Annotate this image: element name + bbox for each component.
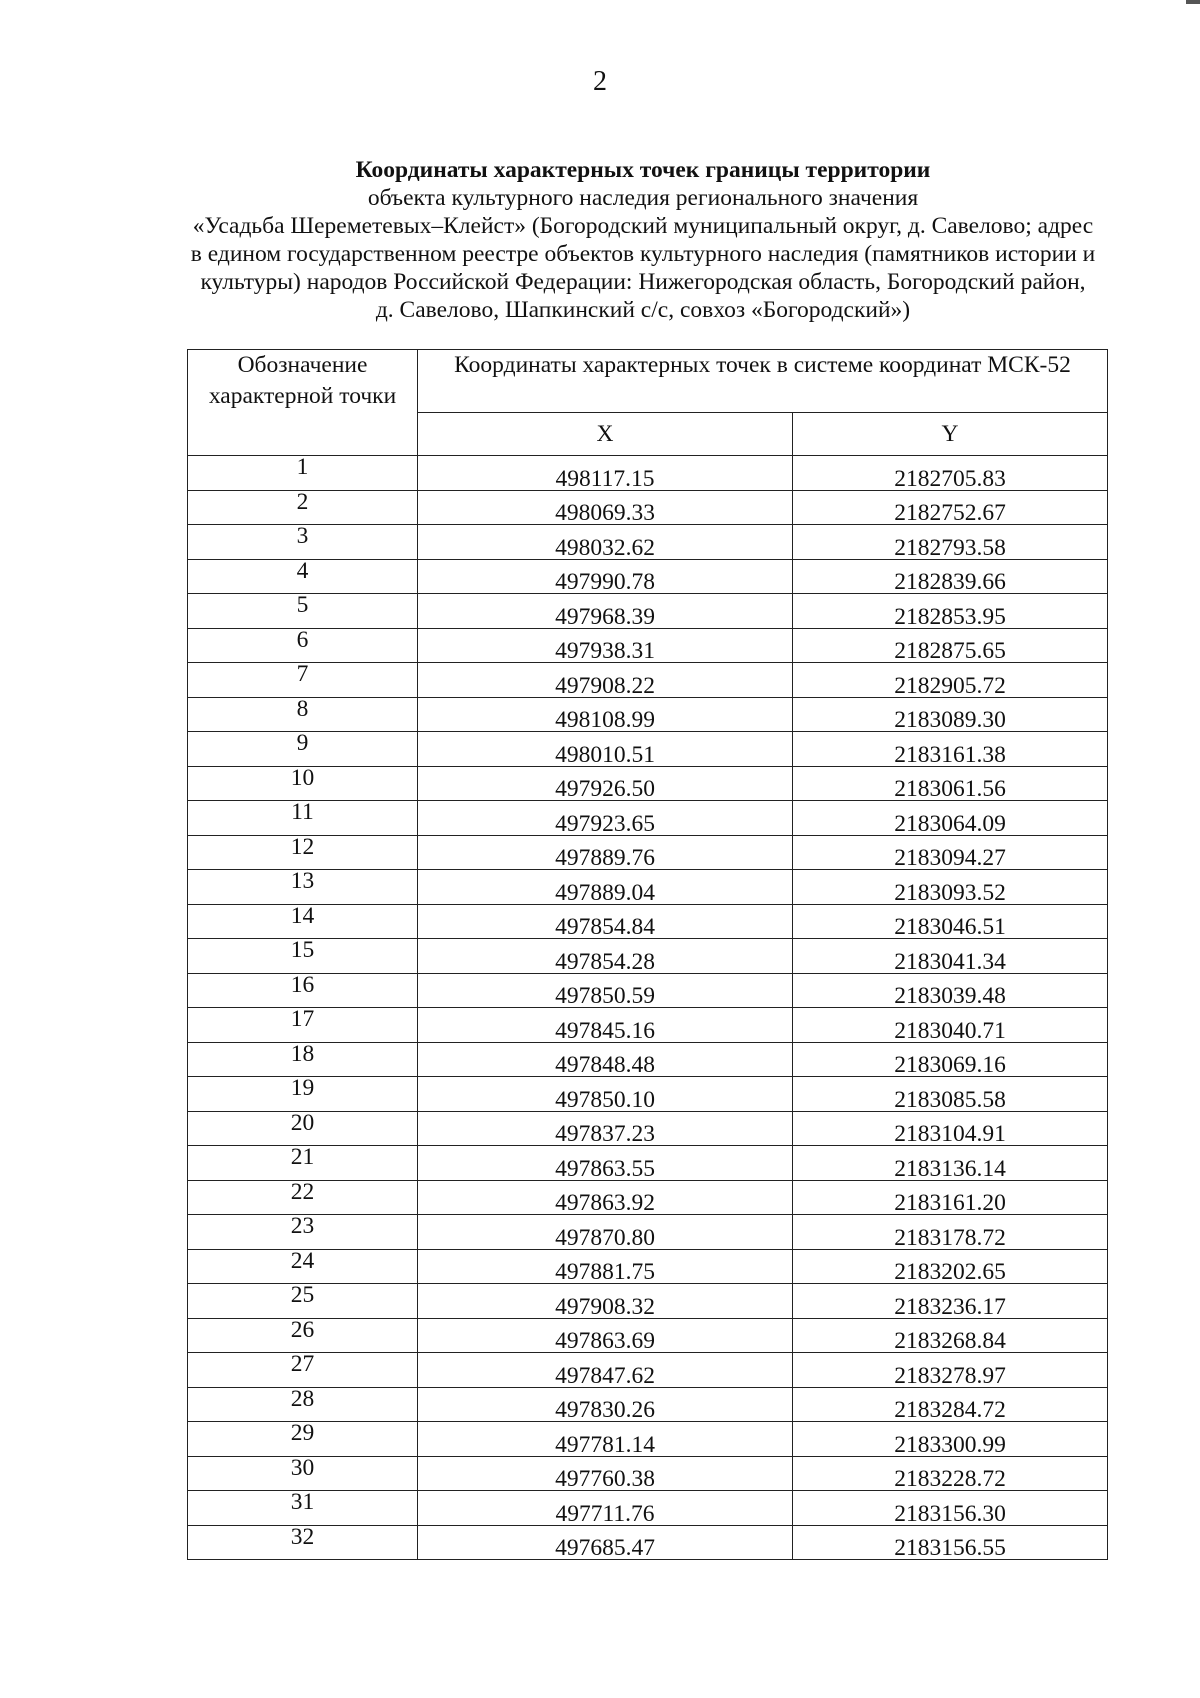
table-row [188, 525, 1108, 560]
coordinate-x: 497863.69 [418, 1318, 793, 1353]
coordinate-x: 497854.84 [418, 904, 793, 939]
coordinate-y: 2183284.72 [793, 1387, 1108, 1422]
coordinate-x: 498069.33 [418, 490, 793, 525]
point-number: 29 [188, 1422, 418, 1457]
coordinate-y: 2183156.55 [793, 1525, 1108, 1560]
coordinate-y: 2183104.91 [793, 1111, 1108, 1146]
point-number: 24 [188, 1249, 418, 1284]
coordinate-y: 2182853.95 [793, 594, 1108, 629]
coordinate-x: 497990.78 [418, 559, 793, 594]
table-row [188, 1008, 1108, 1043]
coordinate-y: 2182875.65 [793, 628, 1108, 663]
title-line: «Усадьба Шереметевых–Клейст» (Богородский муниципальный округ, д. Савелово; адрес [192, 213, 1094, 239]
table-row [188, 697, 1108, 732]
coordinate-x: 497908.32 [418, 1284, 793, 1319]
point-number: 32 [188, 1525, 418, 1560]
title-line: в едином государственном реестре объектов культурного наследия (памятников истории и [190, 241, 1096, 267]
coordinate-x: 497847.62 [418, 1353, 793, 1388]
coordinate-x: 498117.15 [418, 456, 793, 491]
coordinate-y: 2183040.71 [793, 1008, 1108, 1043]
point-number: 26 [188, 1318, 418, 1353]
table-row [188, 939, 1108, 974]
table-row [188, 594, 1108, 629]
coordinate-y: 2182793.58 [793, 525, 1108, 560]
coordinate-x: 498108.99 [418, 697, 793, 732]
coordinate-y: 2183064.09 [793, 801, 1108, 836]
coordinate-x: 497881.75 [418, 1249, 793, 1284]
coordinate-x: 497908.22 [418, 663, 793, 698]
coordinates-table [187, 349, 1108, 1560]
point-number: 20 [188, 1111, 418, 1146]
page-number: 2 [593, 66, 607, 97]
point-number: 4 [188, 559, 418, 594]
coordinate-y: 2183089.30 [793, 697, 1108, 732]
table-row [188, 870, 1108, 905]
coordinate-y: 2183178.72 [793, 1215, 1108, 1250]
table-row [188, 1318, 1108, 1353]
table-row [188, 628, 1108, 663]
coordinate-x: 497863.55 [418, 1146, 793, 1181]
point-number: 10 [188, 766, 418, 801]
table-row [188, 559, 1108, 594]
table-row [188, 490, 1108, 525]
coordinate-x: 497760.38 [418, 1456, 793, 1491]
point-number: 13 [188, 870, 418, 905]
coordinate-y: 2183046.51 [793, 904, 1108, 939]
table-row [188, 1180, 1108, 1215]
table-row [188, 801, 1108, 836]
coordinate-x: 497850.10 [418, 1077, 793, 1112]
table-row [188, 766, 1108, 801]
coordinate-y: 2183085.58 [793, 1077, 1108, 1112]
table-row [188, 1146, 1108, 1181]
coordinate-y: 2183202.65 [793, 1249, 1108, 1284]
table-row [188, 1077, 1108, 1112]
coordinate-y: 2183278.97 [793, 1353, 1108, 1388]
coordinate-y: 2182705.83 [793, 456, 1108, 491]
table-row [188, 1353, 1108, 1388]
point-number: 3 [188, 525, 418, 560]
header-y: Y [793, 413, 1108, 456]
point-number: 6 [188, 628, 418, 663]
point-number: 19 [188, 1077, 418, 1112]
coordinate-y: 2183300.99 [793, 1422, 1108, 1457]
coordinate-x: 497923.65 [418, 801, 793, 836]
table-row [188, 1215, 1108, 1250]
table-row [188, 1042, 1108, 1077]
header-point-designation: Обозначение характерной точки [188, 350, 418, 456]
coordinate-y: 2183136.14 [793, 1146, 1108, 1181]
point-number: 31 [188, 1491, 418, 1526]
point-number: 23 [188, 1215, 418, 1250]
point-number: 1 [188, 456, 418, 491]
coordinate-x: 497968.39 [418, 594, 793, 629]
table-row [188, 1525, 1108, 1560]
point-number: 2 [188, 490, 418, 525]
coordinate-x: 497685.47 [418, 1525, 793, 1560]
point-number: 28 [188, 1387, 418, 1422]
point-number: 15 [188, 939, 418, 974]
coordinate-x: 497863.92 [418, 1180, 793, 1215]
title-heading: Координаты характерных точек границы территории [355, 157, 931, 183]
coordinate-x: 497889.76 [418, 835, 793, 870]
point-number: 22 [188, 1180, 418, 1215]
coordinate-y: 2183041.34 [793, 939, 1108, 974]
document-title [160, 156, 1126, 324]
point-number: 16 [188, 973, 418, 1008]
title-line: д. Савелово, Шапкинский с/с, совхоз «Богородский») [375, 297, 911, 323]
coordinate-y: 2182752.67 [793, 490, 1108, 525]
point-number: 8 [188, 697, 418, 732]
coordinate-y: 2183061.56 [793, 766, 1108, 801]
coordinate-x: 497889.04 [418, 870, 793, 905]
point-number: 30 [188, 1456, 418, 1491]
point-number: 18 [188, 1042, 418, 1077]
header-coordinates-system: Координаты характерных точек в системе координат МСК-52 [418, 350, 1108, 413]
coordinate-y: 2183236.17 [793, 1284, 1108, 1319]
coordinate-x: 497837.23 [418, 1111, 793, 1146]
coordinate-x: 497848.48 [418, 1042, 793, 1077]
coordinate-x: 498032.62 [418, 525, 793, 560]
point-number: 5 [188, 594, 418, 629]
coordinate-x: 498010.51 [418, 732, 793, 767]
coordinate-y: 2183156.30 [793, 1491, 1108, 1526]
coordinate-x: 497938.31 [418, 628, 793, 663]
point-number: 7 [188, 663, 418, 698]
point-number: 11 [188, 801, 418, 836]
scan-corner-mark [1186, 0, 1200, 4]
table-row [188, 1387, 1108, 1422]
header-x: X [418, 413, 793, 456]
table-row [188, 973, 1108, 1008]
table-row [188, 1422, 1108, 1457]
table-row [188, 1111, 1108, 1146]
title-line: культуры) народов Российской Федерации: Нижегородская область, Богородский район, [200, 269, 1086, 295]
coordinate-y: 2183161.38 [793, 732, 1108, 767]
table-row [188, 1249, 1108, 1284]
table-row [188, 835, 1108, 870]
coordinate-x: 497926.50 [418, 766, 793, 801]
point-number: 17 [188, 1008, 418, 1043]
table-row [188, 904, 1108, 939]
point-number: 27 [188, 1353, 418, 1388]
coordinate-y: 2182905.72 [793, 663, 1108, 698]
coordinate-x: 497845.16 [418, 1008, 793, 1043]
coordinate-x: 497870.80 [418, 1215, 793, 1250]
coordinate-x: 497781.14 [418, 1422, 793, 1457]
point-number: 25 [188, 1284, 418, 1319]
coordinate-y: 2182839.66 [793, 559, 1108, 594]
coordinate-y: 2183161.20 [793, 1180, 1108, 1215]
coordinate-x: 497830.26 [418, 1387, 793, 1422]
point-number: 14 [188, 904, 418, 939]
coordinate-x: 497854.28 [418, 939, 793, 974]
point-number: 21 [188, 1146, 418, 1181]
coordinate-x: 497850.59 [418, 973, 793, 1008]
table-row [188, 1284, 1108, 1319]
table-row [188, 1456, 1108, 1491]
table-row [188, 732, 1108, 767]
coordinate-y: 2183069.16 [793, 1042, 1108, 1077]
table-body [188, 456, 1108, 1560]
title-line: объекта культурного наследия регионального значения [367, 185, 919, 211]
coordinate-y: 2183228.72 [793, 1456, 1108, 1491]
coordinate-y: 2183094.27 [793, 835, 1108, 870]
table-row [188, 1491, 1108, 1526]
point-number: 9 [188, 732, 418, 767]
table-row [188, 456, 1108, 491]
coordinate-y: 2183093.52 [793, 870, 1108, 905]
coordinate-y: 2183039.48 [793, 973, 1108, 1008]
coordinate-y: 2183268.84 [793, 1318, 1108, 1353]
table-row [188, 663, 1108, 698]
coordinate-x: 497711.76 [418, 1491, 793, 1526]
point-number: 12 [188, 835, 418, 870]
